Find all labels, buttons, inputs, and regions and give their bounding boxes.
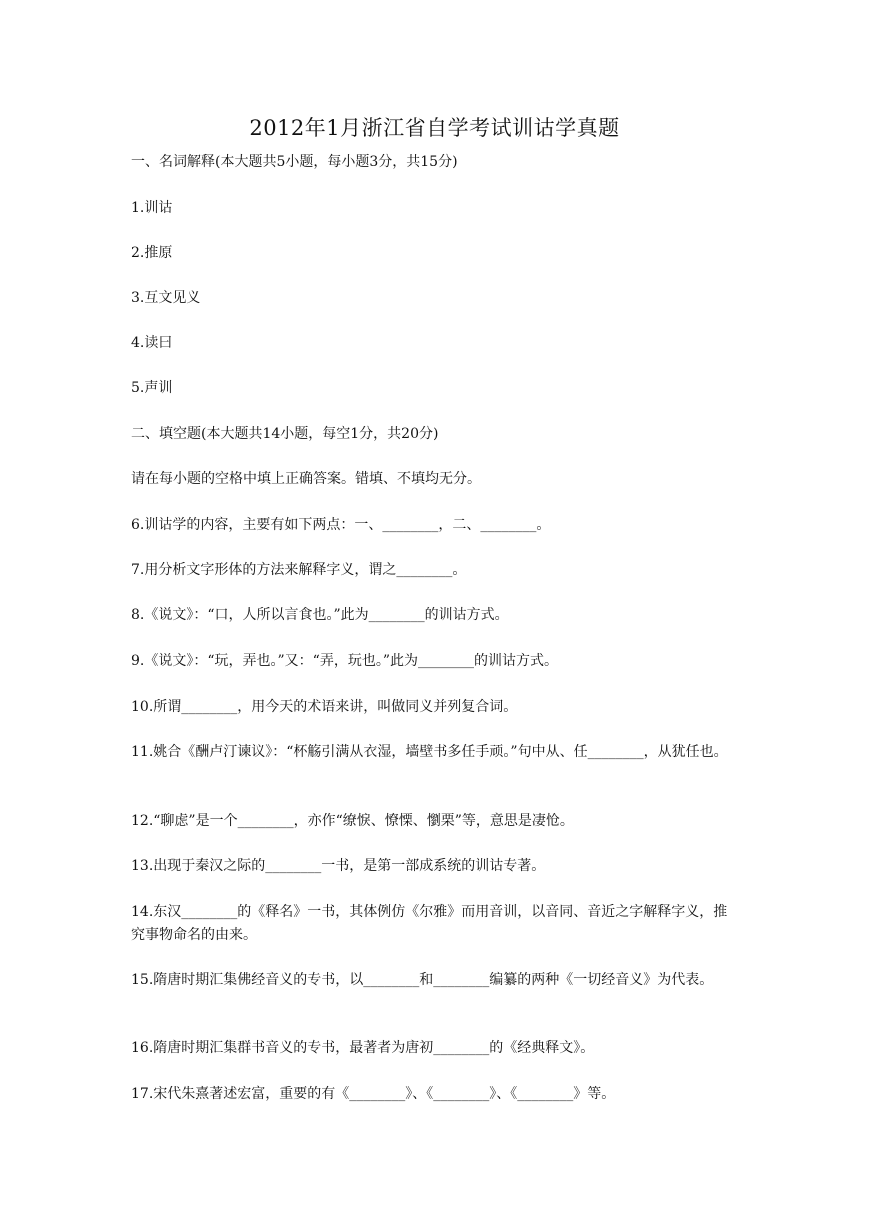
- section-heading-definitions: 一、名词解释(本大题共5小题，每小题3分，共15分): [131, 154, 458, 170]
- question-16: 16.隋唐时期汇集群书音义的专书，最著者为唐初________的《经典释文》。: [131, 1040, 595, 1056]
- question-13: 13.出现于秦汉之际的________一书，是第一部成系统的训诂专著。: [131, 858, 546, 874]
- question-10: 10.所谓________，用今天的术语来讲，叫做同义并列复合词。: [131, 699, 518, 715]
- question-17: 17.宋代朱熹著述宏富，重要的有《________》、《________》、《________》等。: [131, 1086, 616, 1102]
- question-14: 14.东汉________的《释名》一书，其体例仿《尔雅》而用音训，以音同、音近之字解释字义，推究事物命名的由来。: [131, 904, 728, 943]
- question-6: 6.训诂学的内容，主要有如下两点：一、________，二、________。: [131, 517, 551, 533]
- question-7: 7.用分析文字形体的方法来解释字义，谓之________。: [131, 562, 467, 578]
- page-title: 2012年1月浙江省自学考试训诂学真题: [249, 116, 620, 140]
- question-11: 11.姚合《酬卢汀谏议》：“杯觞引满从衣湿，墙壁书多任手顽。”句中从、任________，从犹任也。: [131, 744, 728, 760]
- section-heading-fill-in: 二、填空题(本大题共14小题，每空1分，共20分): [131, 426, 439, 442]
- section-instruction: 请在每小题的空格中填上正确答案。错填、不填均无分。: [131, 471, 481, 487]
- question-12: 12.“聊虑”是一个________，亦作“缭悷、憭慄、懰栗”等，意思是凄怆。: [131, 813, 574, 829]
- question-1: 1.训诂: [131, 200, 173, 216]
- question-15: 15.隋唐时期汇集佛经音义的专书，以________和________编纂的两种《一切经音义》为代表。: [131, 972, 714, 988]
- question-5: 5.声训: [131, 380, 173, 396]
- question-9: 9.《说文》：“玩，弄也。”又：“弄，玩也。”此为________的训诂方式。: [131, 653, 558, 669]
- question-8: 8.《说文》：“口，人所以言食也。”此为________的训诂方式。: [131, 607, 509, 623]
- question-3: 3.互文见义: [131, 290, 201, 306]
- question-4: 4.读曰: [131, 335, 173, 351]
- question-2: 2.推原: [131, 245, 173, 261]
